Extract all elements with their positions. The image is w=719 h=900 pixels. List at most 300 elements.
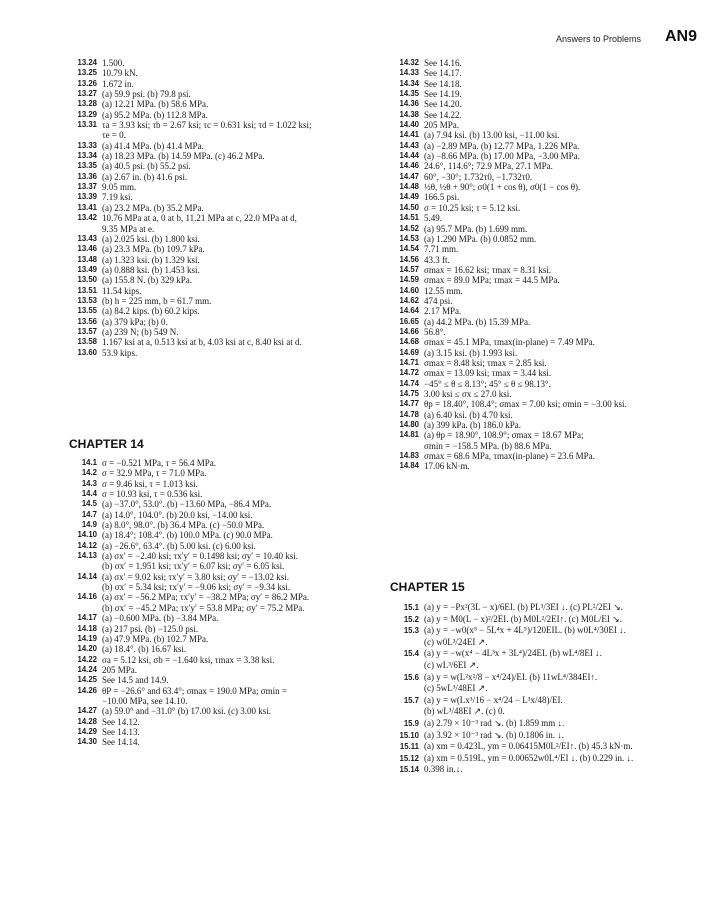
answer-text: See 14.14. [102, 737, 140, 748]
answer-entry [70, 182, 375, 192]
answer-entry [70, 172, 375, 182]
problem-number: 14.9 [81, 520, 97, 530]
answer-text: (a) y = −w0(x⁵ − 5L⁴x + 4L⁵)/120EIL. (b) w0L⁴/30EI ↓. [424, 625, 626, 636]
problem-number: 13.50 [77, 275, 97, 285]
problem-number: 13.43 [77, 233, 97, 243]
answer-entry [392, 379, 697, 389]
problem-number: 14.17 [77, 613, 97, 623]
answer-text: −10.00 MPa, see 14.10. [102, 695, 188, 706]
problem-number: 14.1 [81, 458, 97, 467]
answer-entry [70, 213, 375, 223]
answer-text: ½θ, ½θ + 90°; σ0(1 + cos θ), σ0(1 − cos θ). [424, 182, 581, 193]
answer-entry [70, 68, 375, 78]
answer-text: θp = 18.40°, 108.4°; σmax = 7.00 ksi; σmin = −3.00 ksi. [424, 399, 627, 410]
answer-entry [70, 120, 375, 130]
problem-number [70, 696, 102, 706]
answer-entry [70, 244, 375, 254]
answer-text: τe = 0. [102, 130, 126, 141]
answer-entry [392, 399, 697, 409]
answer-entry [70, 479, 375, 489]
answer-text: 43.3 ft. [424, 254, 450, 265]
answer-entry [70, 99, 375, 109]
answer-text: 53.9 kips. [102, 347, 138, 358]
answer-entry [70, 468, 375, 478]
problem-number [392, 706, 424, 718]
answer-text: See 14.20. [424, 99, 462, 110]
problem-number [70, 582, 102, 592]
answer-text: (a) 23.3 MPa. (b) 109.7 kPa. [102, 244, 205, 255]
answer-entry [392, 753, 697, 765]
answer-text: σ = 9.46 ksi, τ = 1.013 ksi. [102, 478, 198, 489]
answer-entry [392, 420, 697, 430]
answer-entry [70, 348, 375, 358]
answer-entry [392, 718, 697, 730]
answer-entry [392, 730, 697, 742]
answer-entry [392, 695, 697, 707]
answer-text: 1.167 ksi at a, 0.513 ksi at b, 4.03 ksi at c, 8.40 ksi at d. [102, 337, 302, 348]
answer-text: (a) 2.79 × 10⁻³ rad ↘. (b) 1.859 mm ↓. [424, 717, 565, 728]
answer-entry [70, 561, 375, 571]
answer-text: 11.54 kips. [102, 285, 142, 296]
problem-number: 14.30 [77, 737, 97, 747]
answer-text: (a) 12.21 MPa. (b) 58.6 MPa. [102, 99, 209, 110]
answer-entry [70, 306, 375, 316]
answer-text: See 14.16. [424, 58, 462, 68]
answer-text: 2.17 MPa. [424, 306, 462, 317]
answer-text: 5.49. [424, 213, 442, 224]
problem-number: 14.51 [399, 213, 419, 223]
problem-number: 14.43 [399, 140, 419, 150]
problem-number: 14.36 [399, 99, 419, 109]
answer-entry [70, 499, 375, 509]
answer-text: (a) 7.94 ksi. (b) 13.00 ksi, −11.00 ksi. [424, 130, 560, 141]
answer-entry [392, 275, 697, 285]
answer-entry [70, 130, 375, 140]
answer-text: 166.5 psi. [424, 192, 460, 203]
answer-entry [70, 624, 375, 634]
answer-entry [392, 625, 697, 637]
answer-text: (a) 18.4°. (b) 16.67 ksi. [102, 644, 187, 655]
answer-entry [392, 161, 697, 171]
answer-entry [392, 430, 697, 440]
answer-entry [70, 572, 375, 582]
problem-number: 13.56 [77, 316, 97, 326]
problem-number: 15.12 [399, 753, 419, 763]
answer-entry [392, 706, 697, 718]
problem-number: 14.24 [77, 664, 97, 674]
problem-number: 13.46 [77, 244, 97, 254]
problem-number: 14.71 [399, 357, 419, 367]
answer-entry [392, 683, 697, 695]
problem-number: 14.25 [77, 675, 97, 685]
answer-text: (a) xm = 0.519L, ym = 0.00652w0L⁴/EI ↓. (b) 0.229 in. ↓. [424, 752, 634, 763]
problem-number: 15.2 [403, 614, 419, 624]
problem-number: 16.65 [399, 316, 419, 326]
problem-number: 13.27 [77, 89, 97, 99]
answer-entry [392, 637, 697, 649]
answer-text: See 14.17. [424, 68, 462, 79]
chapter-14-heading: CHAPTER 14 [69, 437, 144, 451]
answer-text: (a) 59.0° and −31.0° (b) 17.00 ksi. (c) 3.00 ksi. [102, 706, 271, 717]
answer-text: (a) 18.4°; 108.4°. (b) 100.0 MPa. (c) 90.0 MPa. [102, 530, 273, 541]
problem-number: 13.60 [77, 347, 97, 357]
answer-text: (a) y = −Px²(3L − x)/6EI. (b) PL³/3EI ↓. (c) PL²/2EI ↘. [424, 602, 623, 612]
answer-text: (a) 47.9 MPa. (b) 102.7 MPa. [102, 633, 209, 644]
problem-number: 14.47 [399, 171, 419, 181]
answer-text: 7.19 ksi. [102, 192, 133, 203]
answer-text: (a) −2.89 MPa. (b) 12.77 MPa, 1.226 MPa. [424, 140, 580, 151]
answer-entry [392, 296, 697, 306]
problem-number: 14.35 [399, 89, 419, 99]
answer-text: 1.500. [102, 58, 125, 68]
answer-text: (a) 23.2 MPa. (b) 35.2 MPa. [102, 202, 204, 213]
problem-number [70, 603, 102, 613]
answer-text: (a) σx′ = −56.2 MPa; τx′y′ = −38.2 MPa; σy′ = 86.2 MPa. [102, 592, 310, 603]
problem-number: 15.1 [403, 603, 419, 612]
problem-number: 14.68 [399, 337, 419, 347]
problem-number: 13.48 [77, 254, 97, 264]
problem-number [70, 561, 102, 571]
chapter-15-answer-list [392, 602, 697, 776]
problem-number: 14.50 [399, 202, 419, 212]
problem-number: 14.10 [77, 530, 97, 540]
answer-entry [392, 172, 697, 182]
problem-number: 15.9 [403, 718, 419, 728]
answer-text: (a) 1.290 MPa. (b) 0.0852 mm. [424, 233, 537, 244]
answer-entry [392, 348, 697, 358]
answer-entry [70, 717, 375, 727]
answer-entry [70, 89, 375, 99]
chapter-14-answer-list [70, 458, 375, 748]
answer-text: (b) h = 225 mm, b = 61.7 mm. [102, 295, 212, 306]
problem-number: 14.32 [399, 58, 419, 67]
answer-entry [70, 110, 375, 120]
answer-text: See 14.18. [424, 78, 462, 89]
answer-entry [392, 192, 697, 202]
problem-number: 14.40 [399, 120, 419, 130]
answer-text: (a) 239 N; (b) 549 N. [102, 326, 179, 337]
problem-number: 13.53 [77, 295, 97, 305]
problem-number: 13.55 [77, 306, 97, 316]
problem-number: 14.14 [77, 571, 97, 581]
answer-text: (a) −37.0°, 53.0°. (b) −13.60 MPa, −86.4 MPa. [102, 499, 272, 510]
answer-entry [392, 286, 697, 296]
problem-number: 13.26 [77, 78, 97, 88]
problem-number: 14.46 [399, 161, 419, 171]
problem-number: 14.49 [399, 192, 419, 202]
answer-text: (c) w0L³/24EI ↗. [424, 636, 488, 647]
answer-text: (a) 8.0°, 98.0°. (b) 36.4 MPa. (c) −50.0 MPa. [102, 520, 265, 531]
answer-text: (a) 14.0°, 104.0°. (b) 20.0 ksi, −14.00 ksi. [102, 509, 253, 520]
answer-text: (c) wL³/6EI ↗. [424, 659, 479, 670]
answer-text: σmax = 68.6 MPa, τmax(in-plane) = 23.6 MPa. [424, 451, 595, 462]
problem-number: 13.49 [77, 264, 97, 274]
answer-entry [70, 541, 375, 551]
answer-entry [392, 120, 697, 130]
problem-number [392, 441, 424, 451]
answer-text: (a) xm = 0.423L, ym = 0.06415M0L²/EI↑. (b) 45.3 kN·m. [424, 741, 633, 752]
problem-number: 13.36 [77, 171, 97, 181]
answer-entry [392, 317, 697, 327]
problem-number: 15.4 [403, 649, 419, 659]
answer-text: (a) 379 kPa; (b) 0. [102, 316, 168, 327]
problem-number: 14.66 [399, 326, 419, 336]
answer-entry [392, 110, 697, 120]
answer-entry [70, 696, 375, 706]
answer-entry [70, 151, 375, 161]
answer-entry [70, 675, 375, 685]
answer-entry [392, 337, 697, 347]
problem-number: 15.14 [399, 765, 419, 775]
answer-text: (a) 399 kPa. (b) 186.0 kPa. [424, 420, 521, 431]
answer-entry [70, 613, 375, 623]
answer-text: (a) 3.92 × 10⁻³ rad ↘. (b) 0.1806 in. ↓. [424, 729, 565, 740]
answer-text: (a) 95.7 MPa. (b) 1.699 mm. [424, 223, 528, 234]
answer-entry [392, 224, 697, 234]
answer-entry [70, 79, 375, 89]
problem-number: 14.2 [81, 468, 97, 478]
answer-entry [392, 58, 697, 68]
problem-number: 14.59 [399, 275, 419, 285]
chapter-13-answer-list [70, 58, 375, 358]
answer-entry [70, 737, 375, 747]
problem-number: 14.84 [399, 461, 419, 471]
answer-text: (b) σx′ = 5.34 ksi; τx′y′ = −9.06 ksi; σy′ = −9.34 ksi. [102, 582, 291, 593]
answer-entry [70, 551, 375, 561]
problem-number: 14.26 [77, 685, 97, 695]
problem-number: 14.56 [399, 254, 419, 264]
problem-number: 14.27 [77, 706, 97, 716]
problem-number [392, 660, 424, 672]
chapter-14-continued-answer-list [392, 58, 697, 472]
answer-entry [70, 706, 375, 716]
answer-entry [392, 182, 697, 192]
answer-entry [70, 161, 375, 171]
answer-text: (a) 0.888 ksi. (b) 1.453 ksi. [102, 264, 200, 275]
answer-entry [70, 686, 375, 696]
problem-number: 14.22 [77, 654, 97, 664]
answer-text: 0.398 in.↓. [424, 764, 463, 775]
answer-entry [70, 644, 375, 654]
answer-entry [392, 672, 697, 684]
problem-number: 14.75 [399, 389, 419, 398]
answer-text: σmax = 45.1 MPa, τmax(in-plane) = 7.49 MPa. [424, 337, 595, 348]
problem-number: 14.34 [399, 78, 419, 88]
answer-text: (b) σx′ = −45.2 MPa; τx′y′ = 53.8 MPa; σy′ = 75.2 MPa. [102, 602, 305, 613]
answer-text: See 14.5 and 14.9. [102, 675, 169, 686]
problem-number: 14.81 [399, 430, 419, 440]
answer-entry [392, 234, 697, 244]
answer-entry [392, 99, 697, 109]
problem-number: 13.51 [77, 285, 97, 295]
answer-text: (b) σx′ = 1.951 ksi; τx′y′ = 6.07 ksi; σy′ = 6.05 ksi. [102, 561, 285, 572]
answer-text: See 14.19. [424, 89, 462, 100]
answer-entry [70, 458, 375, 468]
answer-text: 12.55 mm. [424, 285, 463, 296]
problem-number: 14.20 [77, 644, 97, 654]
answer-entry [70, 592, 375, 602]
answer-entry [70, 665, 375, 675]
answer-text: 205 MPa. [102, 664, 138, 675]
answer-entry [70, 327, 375, 337]
answer-entry [392, 441, 697, 451]
answer-text: σ = 10.25 ksi; τ = 5.12 ksi. [424, 202, 521, 213]
answer-entry [70, 655, 375, 665]
answer-text: (a) 2.025 ksi. (b) 1.800 ksi. [102, 233, 200, 244]
running-header-title: Answers to Problems [555, 34, 641, 44]
answer-text: (a) −8.66 MPa. (b) 17.00 MPa, −3.00 MPa. [424, 151, 580, 162]
problem-number: 13.58 [77, 337, 97, 347]
problem-number: 15.7 [403, 695, 419, 705]
problem-number: 14.57 [399, 264, 419, 274]
problem-number [70, 130, 102, 140]
answer-entry [392, 660, 697, 672]
answer-text: τa = 3.93 ksi; τb = 2.67 ksi; τc = 0.631 ksi; τd = 1.022 ksi; [102, 120, 312, 131]
problem-number: 14.12 [77, 540, 97, 550]
answer-entry [392, 213, 697, 223]
problem-number: 14.38 [399, 109, 419, 119]
answer-entry [70, 141, 375, 151]
answer-text: σmax = 13.09 ksi; τmax = 3.44 ksi. [424, 368, 552, 379]
answer-text: (a) σx′ = −2.40 ksi; τx′y′ = 0.1498 ksi; σy′ = 10.40 ksi. [102, 551, 298, 562]
answer-entry [392, 203, 697, 213]
problem-number: 14.72 [399, 368, 419, 378]
answer-text: (a) y = −w(x⁴ − 4L³x + 3L⁴)/24EI. (b) wL⁴/8EI ↓. [424, 648, 602, 659]
problem-number: 13.29 [77, 109, 97, 119]
chapter-15-heading: CHAPTER 15 [390, 580, 465, 594]
answer-text: σmax = 8.48 ksi; τmax = 2.85 ksi. [424, 357, 547, 368]
answer-text: (a) 1.323 ksi. (b) 1.329 ksi. [102, 254, 200, 265]
problem-number: 13.41 [77, 202, 97, 212]
answer-text: (a) 3.15 ksi. (b) 1.993 ksi. [424, 347, 518, 358]
answer-entry [70, 337, 375, 347]
answer-entry [392, 764, 697, 776]
answer-entry [70, 727, 375, 737]
answer-entry [392, 255, 697, 265]
problem-number: 14.16 [77, 592, 97, 602]
page-number: AN9 [664, 28, 697, 45]
answer-entry [392, 306, 697, 316]
answer-entry [70, 317, 375, 327]
answer-text: θP = −26.6° and 63.4°; σmax = 190.0 MPa; σmin = [102, 685, 287, 696]
answer-entry [392, 79, 697, 89]
answer-entry [70, 520, 375, 530]
problem-number: 13.37 [77, 182, 97, 192]
answer-entry [392, 68, 697, 78]
problem-number: 15.10 [399, 730, 419, 740]
answer-text: See 14.22. [424, 109, 462, 120]
problem-number: 13.31 [77, 120, 97, 130]
answer-text: (a) y = M0(L − x)²/2EI. (b) M0L²/2EI↑. (c) M0L/EI ↘. [424, 613, 622, 624]
answer-entry [70, 224, 375, 234]
answer-text: 3.00 ksi ≤ σx ≤ 27.0 ksi. [424, 389, 512, 399]
answer-entry [70, 275, 375, 285]
problem-number: 14.53 [399, 233, 419, 243]
answer-entry [70, 634, 375, 644]
answer-entry [392, 151, 697, 161]
answer-text: 474 psi. [424, 295, 453, 306]
answer-text: (a) y = w(L²x²/8 − x⁴/24)/EI. (b) 11wL⁴/384EI↑. [424, 671, 598, 682]
problem-number: 14.83 [399, 451, 419, 461]
answer-entry [70, 296, 375, 306]
problem-number: 15.6 [403, 672, 419, 682]
answer-text: σmax = 89.0 MPa; τmax = 44.5 MPa. [424, 275, 560, 286]
problem-number: 14.28 [77, 716, 97, 726]
answer-entry [70, 192, 375, 202]
answer-text: 9.05 mm. [102, 182, 137, 193]
problem-number: 14.19 [77, 633, 97, 643]
answer-text: See 14.12. [102, 716, 140, 727]
problem-number: 14.52 [399, 223, 419, 233]
problem-number: 14.33 [399, 68, 419, 78]
problem-number: 14.69 [399, 347, 419, 357]
answer-entry [70, 530, 375, 540]
answer-text: (a) 217 psi. (b) −125.0 psi. [102, 623, 199, 634]
answer-entry [70, 203, 375, 213]
answer-text: (a) σx′ = 9.02 ksi; τx′y′ = 3.80 ksi; σy′ = −13.02 ksi. [102, 571, 289, 582]
answer-text: (a) y = w(Lx³/16 − x⁴/24 − L³x/48)/EI. [424, 694, 563, 705]
answer-entry [392, 244, 697, 254]
answer-entry [392, 368, 697, 378]
answer-text: (a) 6.40 ksi. (b) 4.70 ksi. [424, 409, 513, 420]
answer-text: σmin = −158.5 MPa. (b) 88.6 MPa. [424, 440, 552, 451]
answer-text: (a) 18.23 MPa. (b) 14.59 MPa. (c) 46.2 MPa. [102, 151, 265, 162]
problem-number: 13.34 [77, 151, 97, 161]
answer-text: 205 MPa. [424, 120, 460, 131]
answer-entry [392, 265, 697, 275]
problem-number: 15.11 [399, 742, 419, 752]
answer-text: (a) 41.4 MPa. (b) 41.4 MPa. [102, 140, 204, 151]
answer-text: See 14.13. [102, 726, 140, 737]
answer-text: σ = 10.93 ksi, τ = 0.536 ksi. [102, 489, 203, 500]
running-header [0, 30, 719, 50]
problem-number: 14.7 [81, 509, 97, 519]
problem-number: 14.5 [81, 499, 97, 509]
problem-number: 13.42 [77, 213, 97, 223]
answer-entry [392, 327, 697, 337]
answer-text: (a) 59.9 psi. (b) 79.8 psi. [102, 89, 191, 100]
answer-entry [392, 614, 697, 626]
problem-number: 14.64 [399, 306, 419, 316]
answer-entry [70, 510, 375, 520]
answer-text: (a) 95.2 MPa. (b) 112.8 MPa. [102, 109, 208, 120]
answer-entry [70, 234, 375, 244]
problem-number: 14.77 [399, 399, 419, 409]
problem-number: 14.44 [399, 151, 419, 161]
problem-number: 14.54 [399, 244, 419, 254]
answer-entry [70, 489, 375, 499]
problem-number [70, 224, 102, 234]
problem-number [392, 683, 424, 695]
problem-number: 13.39 [77, 192, 97, 202]
problem-number: 14.62 [399, 295, 419, 305]
answer-text: 17.06 kN·m. [424, 461, 470, 472]
problem-number: 13.25 [77, 68, 97, 78]
problem-number: 13.57 [77, 326, 97, 336]
answer-text: 24.6°, 114.6°; 72.9 MPa, 27.1 MPa. [424, 161, 553, 172]
answer-text: 56.8°. [424, 326, 446, 337]
problem-number: 13.33 [77, 140, 97, 150]
answer-text: (a) 84.2 kips. (b) 60.2 kips. [102, 306, 200, 317]
problem-number: 14.78 [399, 409, 419, 419]
answer-text: (c) 5wL³/48EI ↗. [424, 683, 488, 694]
answer-entry [392, 461, 697, 471]
answer-text: (a) θp = 18.90°, 108.9°; σmax = 18.67 MPa; [424, 430, 584, 441]
answer-entry [392, 741, 697, 753]
problem-number: 15.3 [403, 626, 419, 636]
answer-text: 10.76 MPa at a, 0 at b, 11.21 MPa at c, 22.0 MPa at d, [102, 213, 297, 224]
problem-number: 13.35 [77, 161, 97, 171]
